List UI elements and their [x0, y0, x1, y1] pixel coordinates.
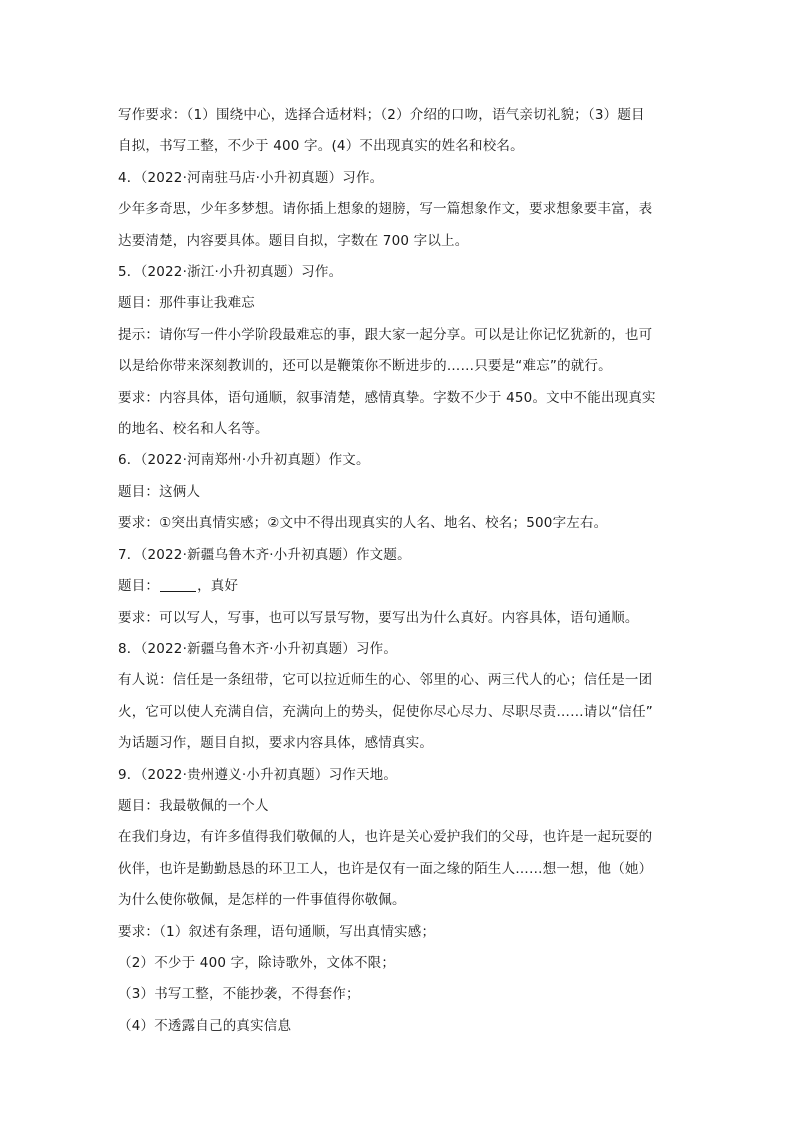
title-suffix: ，真好	[197, 578, 239, 595]
text-line: 的地名、校名和人名等。	[118, 421, 269, 438]
title-prefix: 题目：	[118, 578, 160, 595]
fill-in-blank	[160, 577, 196, 592]
question-heading: 6．（2022·河南郑州·小升初真题）作文。	[118, 452, 370, 469]
text-line: 自拟，书写工整，不少于 400 字。(4）不出现真实的姓名和校名。	[118, 138, 524, 155]
text-line: 有人说：信任是一条纽带，它可以拉近师生的心、邻里的心、两三代人的心；信任是一团	[118, 672, 653, 689]
text-line: （4）不透露自己的真实信息	[118, 1017, 292, 1034]
question-heading: 8．（2022·新疆乌鲁木齐·小升初真题）习作。	[118, 640, 398, 657]
question-heading: 7．（2022·新疆乌鲁木齐·小升初真题）作文题。	[118, 546, 411, 563]
text-line: 题目：我最敬佩的一个人	[118, 797, 269, 814]
document-body	[118, 100, 678, 1042]
text-line: 为话题习作，题目自拟，要求内容具体，感情真实。	[118, 735, 434, 752]
text-line: 要求：内容具体，语句通顺，叙事清楚，感情真挚。字数不少于 450。文中不能出现真实	[118, 389, 656, 406]
text-line: 提示：请你写一件小学阶段最难忘的事，跟大家一起分享。可以是让你记忆犹新的，也可	[118, 326, 653, 343]
question-heading: 9．（2022·贵州遵义·小升初真题）习作天地。	[118, 766, 398, 783]
title-line-with-blank	[118, 571, 678, 602]
text-line: 要求：①突出真情实感；②文中不得出现真实的人名、地名、校名；500字左右。	[118, 515, 608, 532]
text-line: （3）书写工整，不能抄袭，不得套作；	[118, 986, 360, 1003]
text-line: 题目：这俩人	[118, 483, 201, 500]
text-line: 火，它可以使人充满自信，充满向上的势头，促使你尽心尽力、尽职尽责……请以“信任”	[118, 703, 653, 720]
question-heading: 4．（2022·河南驻马店·小升初真题）习作。	[118, 169, 384, 186]
question-heading: 5．（2022·浙江·小升初真题）习作。	[118, 264, 343, 281]
text-line: 要求：（1）叙述有条理，语句通顺，写出真情实感；	[118, 923, 436, 940]
text-line: 要求：可以写人，写事，也可以写景写物，要写出为什么真好。内容具体，语句通顺。	[118, 609, 639, 626]
text-line: （2）不少于 400 字，除诗歌外，文体不限；	[118, 954, 396, 971]
text-line: 题目：那件事让我难忘	[118, 295, 255, 312]
text-line: 少年多奇思，少年多梦想。请你插上想象的翅膀，写一篇想象作文，要求想象要丰富，表	[118, 201, 653, 218]
text-line: 伙伴，也许是勤勤恳恳的环卫工人，也许是仅有一面之缘的陌生人……想一想，他（她）	[118, 860, 653, 877]
text-line: 达要清楚，内容要具体。题目自拟，字数在 700 字以上。	[118, 232, 469, 249]
text-line: 在我们身边，有许多值得我们敬佩的人，也许是关心爱护我们的父母，也许是一起玩耍的	[118, 829, 653, 846]
text-line: 为什么使你敬佩，是怎样的一件事值得你敬佩。	[118, 892, 406, 909]
text-line: 写作要求：（1）围绕中心，选择合适材料；（2）介绍的口吻，语气亲切礼貌；（3）题目	[118, 107, 645, 123]
text-line: 以是给你带来深刻教训的，还可以是鞭策你不断进步的……只要是“难忘”的就行。	[118, 358, 612, 375]
